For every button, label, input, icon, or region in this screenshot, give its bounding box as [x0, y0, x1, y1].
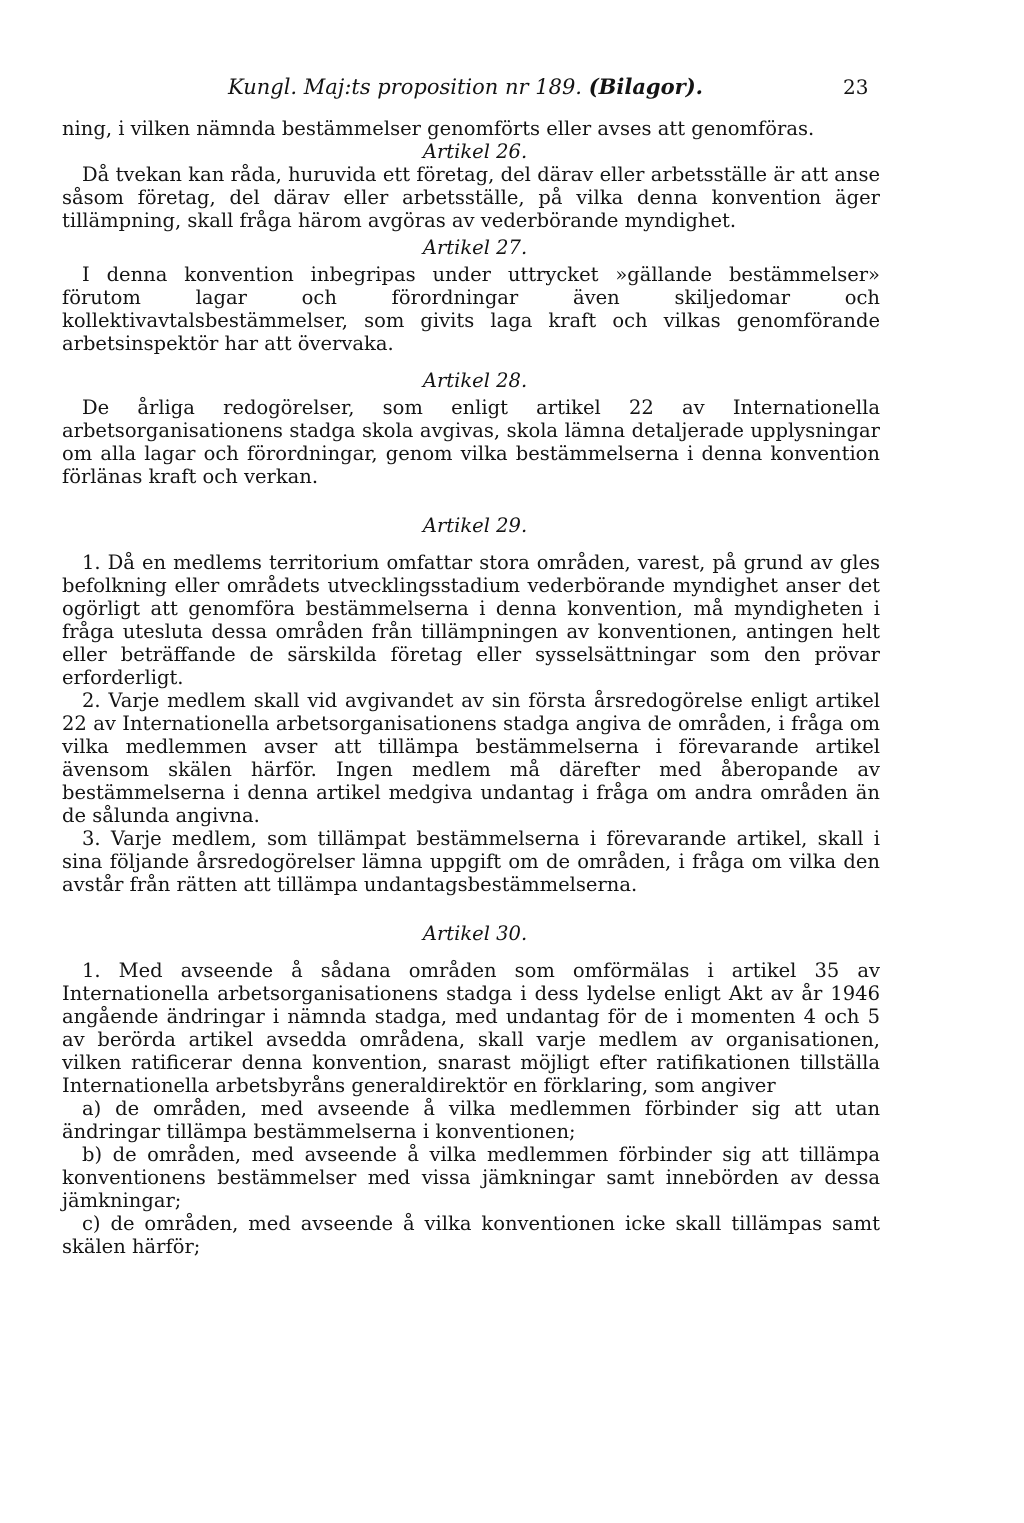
spacer: [62, 537, 880, 551]
spacer: [62, 896, 880, 922]
artikel-29-paragraph-1: 1. Då en medlems territorium omfattar stora områden, varest, på grund av gles befolkning eller områdets utvecklingsstadium vederbörande myndighet anser det ogörligt att genomföra bestämmelserna i denna konvention, må myndigheten i fråga utesluta dessa områden från tillämpningen av konventionen, antingen helt eller beträffande de särskilda företag eller sysselsättningar som den prövar erforderligt.: [62, 551, 880, 689]
artikel-29-heading: Artikel 29.: [422, 514, 528, 537]
spacer: [62, 945, 880, 959]
artikel-30-item-c: c) de områden, med avseende å vilka konventionen icke skall tillämpas samt skälen härför;: [62, 1212, 880, 1258]
body-text: [62, 117, 880, 1258]
page-header: [0, 72, 1024, 102]
artikel-27-heading: Artikel 27.: [422, 236, 528, 259]
artikel-28-heading: Artikel 28.: [422, 369, 528, 392]
artikel-26-heading: Artikel 26.: [422, 140, 528, 163]
artikel-28-paragraph: De årliga redogörelser, som enligt artikel 22 av Internationella arbetsorganisationens stadga skola avgivas, skola lämna detaljerade upplysningar om alla lagar och förordningar, genom vilka bestämmelserna i denna konvention förlänas kraft och verkan.: [62, 396, 880, 488]
artikel-30-item-b: b) de områden, med avseende å vilka medlemmen förbinder sig att tillämpa konventionens bestämmelser med vissa jämkningar samt innebörden av dessa jämkningar;: [62, 1143, 880, 1212]
spacer: [62, 488, 880, 514]
header-title-text: Kungl. Maj:ts proposition nr 189.: [228, 75, 582, 99]
intro-paragraph: ning, i vilken nämnda bestämmelser genomförts eller avses att genomföras.: [62, 117, 815, 140]
artikel-29-paragraph-2: 2. Varje medlem skall vid avgivandet av sin första årsredogörelse enligt artikel 22 av Internationella arbetsorganisationens stadga angiva de områden, i fråga om vilka medlemmen avser att tillämpa bestämmelserna i förevarande artikel ävensom skälen härför. Ingen medlem må därefter med åberopande av bestämmelserna i denna artikel medgiva undantag i fråga om andra områden än de sålunda angivna.: [62, 689, 880, 827]
artikel-30-item-a: a) de områden, med avseende å vilka medlemmen förbinder sig att utan ändringar tillämpa bestämmelserna i konventionen;: [62, 1097, 880, 1143]
artikel-30-paragraph-1: 1. Med avseende å sådana områden som omförmälas i artikel 35 av Internationella arbetsorganisationens stadga i dess lydelse enligt Akt av år 1946 angående ändringar i nämnda stadga, med undantag för de i momenten 4 och 5 av berörda artikel avsedda områdena, skall varje medlem av organisationen, vilken ratificerar denna konvention, snarast möjligt efter ratifikationen tillställa Internationella arbetsbyråns generaldirektör en förklaring, som angiver: [62, 959, 880, 1097]
header-title: [228, 72, 703, 102]
artikel-29-paragraph-3: 3. Varje medlem, som tillämpat bestämmelserna i förevarande artikel, skall i sina följande årsredogörelser lämna uppgift om de områden, i fråga om vilka den avstår från rätten att tillämpa undantagsbestämmelserna.: [62, 827, 880, 896]
artikel-27-paragraph: I denna konvention inbegripas under uttrycket »gällande bestämmelser» förutom lagar och förordningar även skiljedomar och kollektivavtalsbestämmelser, som givits laga kraft och vilkas genomförande arbetsinspektör har att övervaka.: [62, 263, 880, 355]
artikel-26-paragraph: Då tvekan kan råda, huruvida ett företag, del därav eller arbetsställe är att anse såsom företag, del därav eller arbetsställe, på vilka denna konvention äger tillämpning, skall fråga härom avgöras av vederbörande myndighet.: [62, 163, 880, 232]
page-number: 23: [843, 75, 869, 99]
artikel-30-heading: Artikel 30.: [422, 922, 528, 945]
spacer: [62, 355, 880, 369]
header-bilagor: (Bilagor).: [588, 74, 703, 99]
